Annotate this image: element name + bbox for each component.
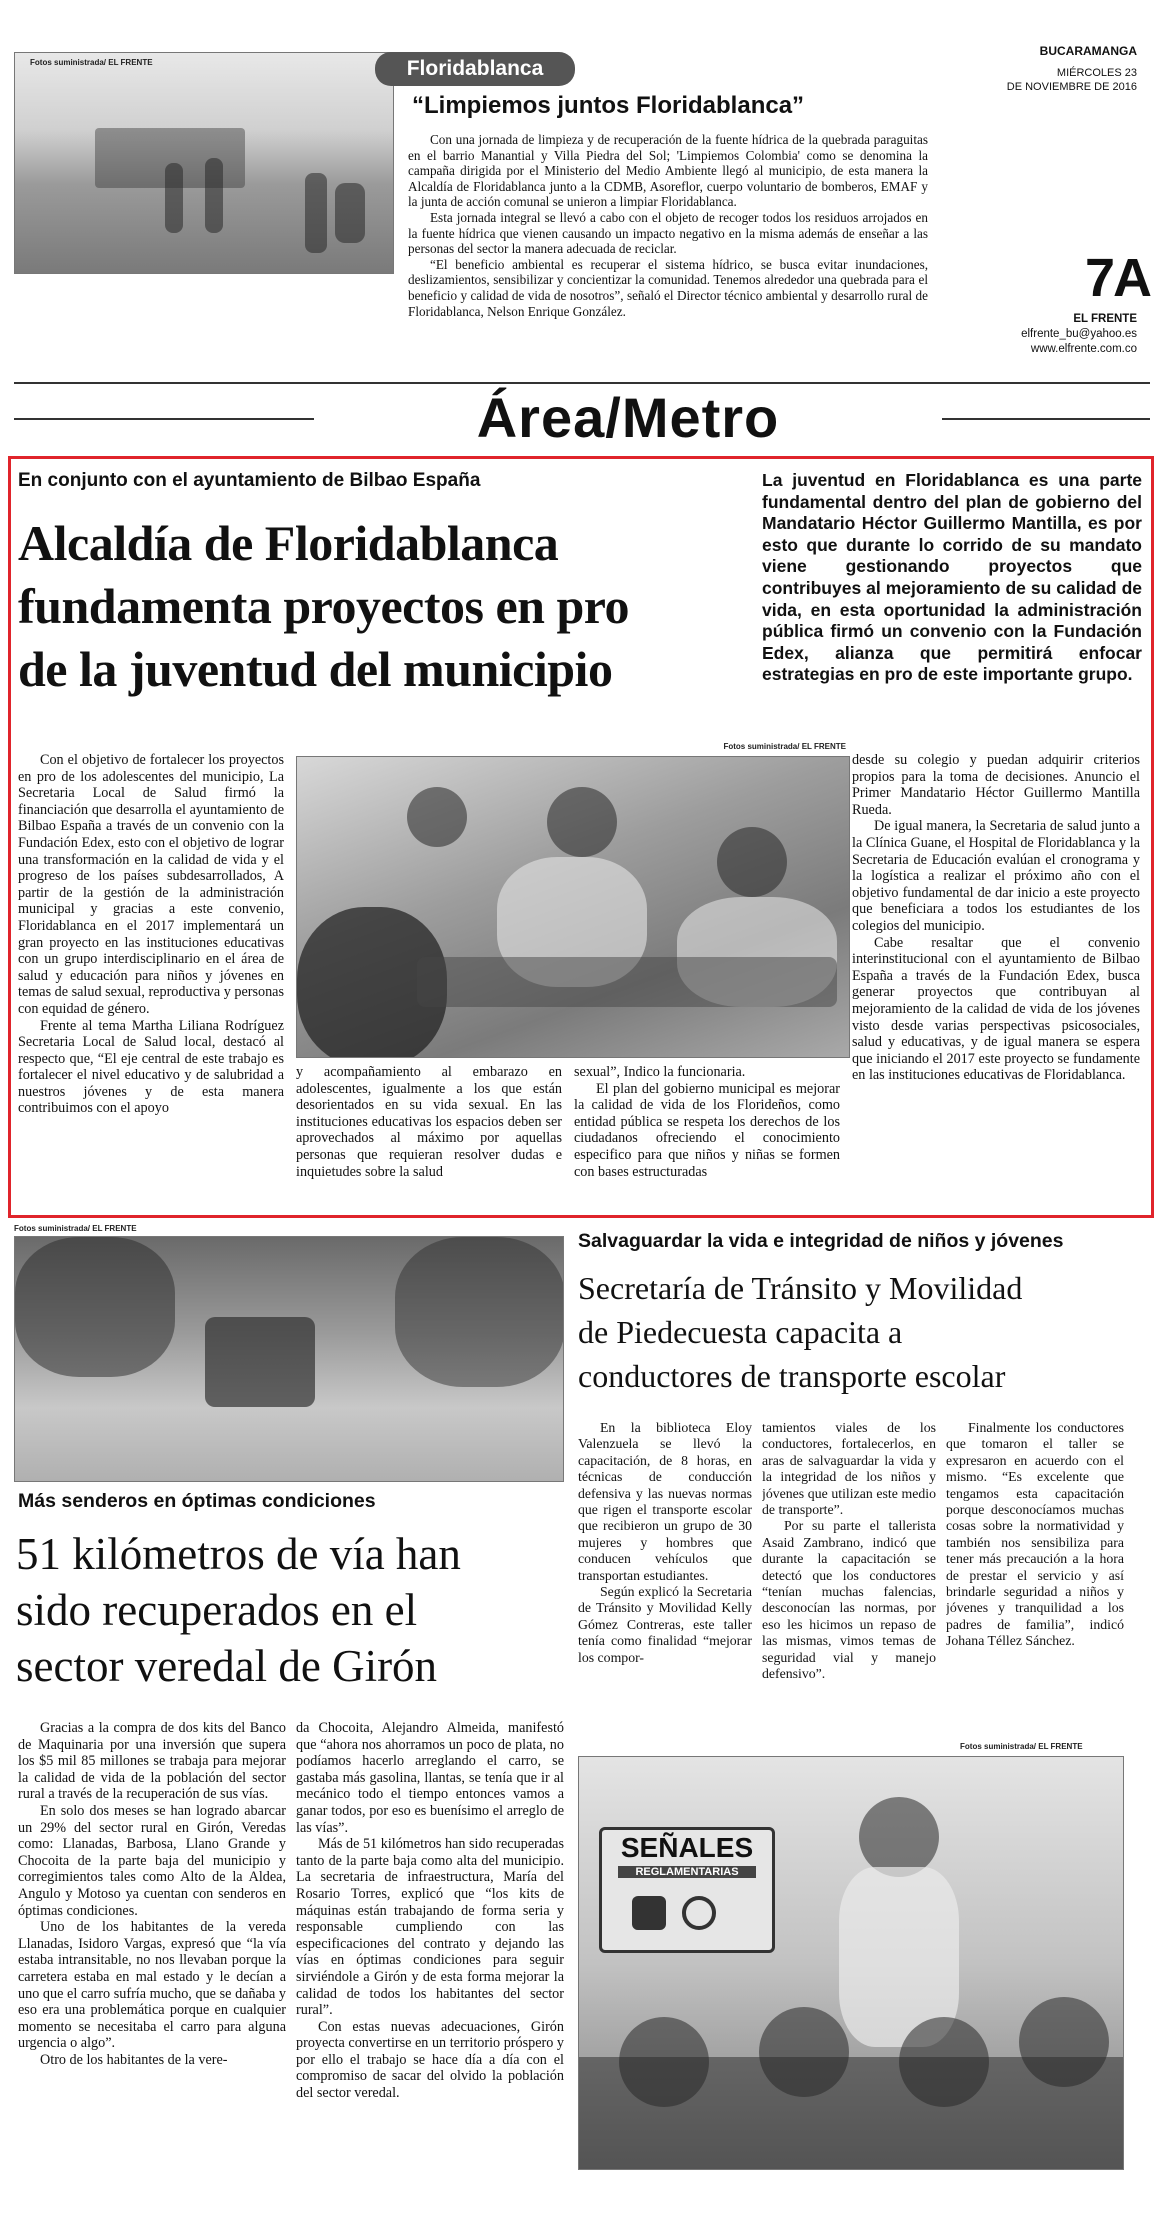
giron-story-photo <box>14 1236 562 1480</box>
giron-story-col-1: Gracias a la compra de dos kits del Banco de Maquinaria por una inversión que supera los $5 mil 85 millones se trabaja para mejorar la calidad de vida de la población del sector rural a través de la recuperación de sus vías. En solo dos meses se han logrado abarcar un 29% del sector rural en Girón, Veredas como: Llanadas, Barbosa, Llano Grande y Chocoita de la parte baja del municipio y corregimientos tales como Alto de la Aldea, Angulo y Motoso ya cuentan con senderos en óptimas condiciones. Uno de los habitantes de la vereda Llanadas, Isidoro Vargas, expresó que “la vía estaba intransitable, no nos llevaban porque la carretera estaba en mal estado y le decían a uno que el carro sufría mucho, que se dañaba y eso era una problemática porque en cualquier momento se necesitaba el carro para alguna urgencia o algo”. Otro de los habitantes de la vere- <box>18 1720 286 2068</box>
page-number: 7A <box>1084 248 1150 308</box>
main-story-title <box>18 512 758 701</box>
main-title-line-1: Alcaldía de Floridablanca <box>18 515 559 571</box>
main-story-col-1: Con el objetivo de fortalecer los proyectos en pro de los adolescentes del municipio, La Secretaria Local de Salud firmó la financiación que desarrolla el ayuntamiento de Bilbao España a través de un convenio con la Fundación Edex, esto con el objetivo de lograr una transformación en la calidad de vida y el progreso de los países subdesarrollados, A partir de la gestión de la administración municipal y gracias a este convenio, Floridablanca en el 2017 implementará un gran proyecto en las instituciones educativas con un grupo interdisciplinario en el área de salud y educación para niños y jóvenes en temas de salud sexual, reproductiva y personas con equidad de género. Frente al tema Martha Liliana Rodríguez Secretaria Local de Salud local, destacó al respecto que, “El eje central de este trabajo es fortalecer el nivel educativo y de salubridad a nuestros jóvenes y de esta manera contribuimos con el apoyo <box>18 752 284 1117</box>
transit-story-title <box>578 1266 1154 1398</box>
transit-story-photo <box>578 1756 1122 2168</box>
road-sign-board <box>599 1827 775 1953</box>
section-banner-rule-left <box>14 418 314 420</box>
section-banner-rule-right <box>942 418 1150 420</box>
giron-title-line-2: sido recuperados en el <box>16 1585 418 1635</box>
date-line-1: MIÉRCOLES 23 <box>1056 67 1137 79</box>
main-story-photo <box>296 742 848 1056</box>
section-banner <box>14 382 1150 456</box>
giron-title-line-1: 51 kilómetros de vía han <box>16 1529 461 1579</box>
top-story-photo <box>14 52 392 272</box>
transit-story-col-3: Finalmente los conductores que tomaron el taller se expresaron en acuerdo con el mismo. “Es excelente que tengamos esta capacitación porque desconocíamos muchas cosas sobre la normatividad y también nos sensibiliza para tener más precaución a la hora de prestar el servicio y así brindarle seguridad a niños y jóvenes y tranquilidad a los padres de familia”, indicó Johana Téllez Sánchez. <box>946 1420 1124 1649</box>
main-story-col-3: sexual”, Indico la funcionaria. El plan del gobierno municipal es mejorar la calidad de vida de los Florideños, como entidad pública se respeta los derechos de los ciudadanos ofreciendo el conocimiento especifico para que niños y niñas se formen con bases estructuradas <box>574 1064 840 1180</box>
sign-title: SEÑALES <box>620 1832 754 1863</box>
giron-story-kicker: Más senderos en óptimas condiciones <box>18 1490 376 1512</box>
transit-story-kicker: Salvaguardar la vida e integridad de niños y jóvenes <box>578 1230 1064 1252</box>
top-story-body: Con una jornada de limpieza y de recuperación de la fuente hídrica de la quebrada paraguitas en el barrio Manantial y Villa Piedra del Sol; 'Limpiemos Colombia' como se denomina la campaña dirigida por el Ministerio del Medio Ambiente llegó al municipio, de esta manera la Alcaldía de Floridablanca junto a la CDMB, Asoreflor, cuerpo voluntario de bomberos, EMAF y la junta de acción comunal se unieron a limpiar Floridablanca. Esta jornada integral se llevó a cabo con el objeto de recoger todos los residuos arrojados en la fuente hídrica que vienen causando un impacto negativo en la misma además de enseñar a las personas del sector la manera adecuada de reciclar. “El beneficio ambiental es recuperar el sistema hídrico, se busca evitar inundaciones, deslizamientos, sensibilizar y concientizar la comunidad. Tenemos alrededor una quebrada para el beneficio y calidad de vida de nosotros”, señaló el Director técnico ambiental y desarrollo rural de Floridablanca, Nelson Enrique González. <box>408 132 928 319</box>
paper-website: www.elfrente.com.co <box>1030 343 1137 355</box>
transit-photo-credit: Fotos suministrada/ EL FRENTE <box>960 1742 1083 1751</box>
transit-title-line-3: conductores de transporte escolar <box>578 1358 1006 1394</box>
paper-email: elfrente_bu@yahoo.es <box>1021 328 1137 340</box>
section-name: Área/Metro <box>476 386 780 449</box>
main-title-line-3: de la juventud del municipio <box>18 641 613 697</box>
transit-story-col-2: tamientos viales de los conductores, fortalecerlos, en aras de salvaguardar la vida y la integridad de los niños y jóvenes que utilizan este medio de transporte”. Por su parte el tallerista Asaid Zambrano, indicó que durante la capacitación se detectó que los conductores “tenían muchas falencias, desconocían las normas, por eso les hicimos un repaso de las mismas, vimos temas de seguridad vial y manejo defensivo”. <box>762 1420 936 1682</box>
no-entry-icon <box>682 1896 716 1930</box>
giron-photo-credit: Fotos suministrada/ EL FRENTE <box>14 1224 137 1233</box>
transit-title-line-2: de Piedecuesta capacita a <box>578 1314 903 1350</box>
main-title-line-2: fundamenta proyectos en pro <box>18 578 630 634</box>
main-story-col-2: y acompañamiento al embarazo en adolescentes, igualmente a los que están desorientados en su vida sexual. En las instituciones educativas los espacios deben ser aprovechados al máximo por aquellas personas que requieran resolver dudas e inquietudes sobre la salud <box>296 1064 562 1180</box>
giron-story-col-2: da Chocoita, Alejandro Almeida, manifestó que “ahora nos ahorramos un poco de plata, no podíamos hacerlo arreglando el carro, se gastaba más gasolina, llantas, se tenía que ir al mecánico todo el tiempo entonces vamos a ganar todos, por eso es buenísimo el arreglo de las vías”. Más de 51 kilómetros han sido recuperadas tanto de la parte baja como alta del municipio. La secretaria de infraestructura, María del Rosario Torres, explicó que “los kits de máquinas están trabajando de forma seria y responsable cumpliendo con las especificaciones del contrato y dejando las vías en óptimas condiciones para seguir sirviéndole a Girón y de esta forma mejorar la calidad de todos los habitantes del sector rural”. Con estas nuevas adecuaciones, Girón proyecta convertirse en un territorio próspero y por ello el trabajo se hace día a día con el compromiso de sacar del olvido la población del sector veredal. <box>296 1720 564 2102</box>
transit-title-line-1: Secretaría de Tránsito y Movilidad <box>578 1270 1023 1306</box>
main-story-col-4: desde su colegio y puedan adquirir criterios propios para la toma de decisiones. Anuncio el Primer Mandatario Héctor Guillermo Mantilla Rueda. De igual manera, la Secretaria de salud junto a la Clínica Guane, el Hospital de Floridablanca y la Secretaria de Educación evalúan el cronograma y la logística a realizar el próximo año con el objetivo fundamental de dar inicio a este proyecto que beneficiara a todos los estudiantes de los colegios del municipio. Cabe resaltar que el convenio interinstitucional con el ayuntamiento de Bilbao España a través de la Fundación Edex, busca generar proyectos que contribuyan al mejoramiento de la calidad de vida de los jóvenes visto desde varias perspectivas psicosociales, salud y educativas, y de igual manera se espera que iniciando el 2017 este proyecto se fundamente en las instituciones educativas de Floridablanca. <box>852 752 1140 1084</box>
transit-story-col-1: En la biblioteca Eloy Valenzuela se llevó la capacitación, de 8 horas, en técnicas de conducción defensiva y las nuevas normas que rigen el transporte escolar que recibieron un grupo de 30 mujeres y hombres que conducen vehículos que transportan estudiantes. Según explicó la Secretaria de Tránsito y Movilidad Kelly Gómez Contreras, este taller tenía como finalidad “mejorar los compor- <box>578 1420 752 1665</box>
city: BUCARAMANGA <box>1039 44 1137 58</box>
photo-credit: Fotos suministrada/ EL FRENTE <box>30 58 153 67</box>
paper-info <box>962 312 1137 357</box>
main-story-lead: La juventud en Floridablanca es una parte fundamental dentro del plan de gobierno del Mandatario Héctor Guillermo Mantilla, es por esto que durante lo corrido de su mandato viene gestionando proyectos que contribuyes al mejoramiento de su calidad de vida, en esta oportunidad la administración pública firmó un convenio con la Fundación Edex, alianza que permitirá enfocar estrategias en pro de este importante grupo. <box>762 470 1142 685</box>
giron-title-line-3: sector veredal de Girón <box>16 1641 438 1691</box>
masthead-dateline <box>962 44 1137 94</box>
section-tab: Floridablanca <box>375 52 575 86</box>
paper-name: EL FRENTE <box>1073 313 1137 325</box>
main-story-kicker: En conjunto con el ayuntamiento de Bilbao España <box>18 470 481 491</box>
top-story-title: “Limpiemos juntos Floridablanca” <box>412 92 805 119</box>
sign-subtitle: REGLAMENTARIAS <box>618 1866 756 1878</box>
stop-sign-icon <box>632 1896 666 1930</box>
date-line-2: DE NOVIEMBRE DE 2016 <box>1006 81 1137 93</box>
main-photo-credit: Fotos suministrada/ EL FRENTE <box>723 742 846 751</box>
giron-story-title <box>16 1526 576 1694</box>
